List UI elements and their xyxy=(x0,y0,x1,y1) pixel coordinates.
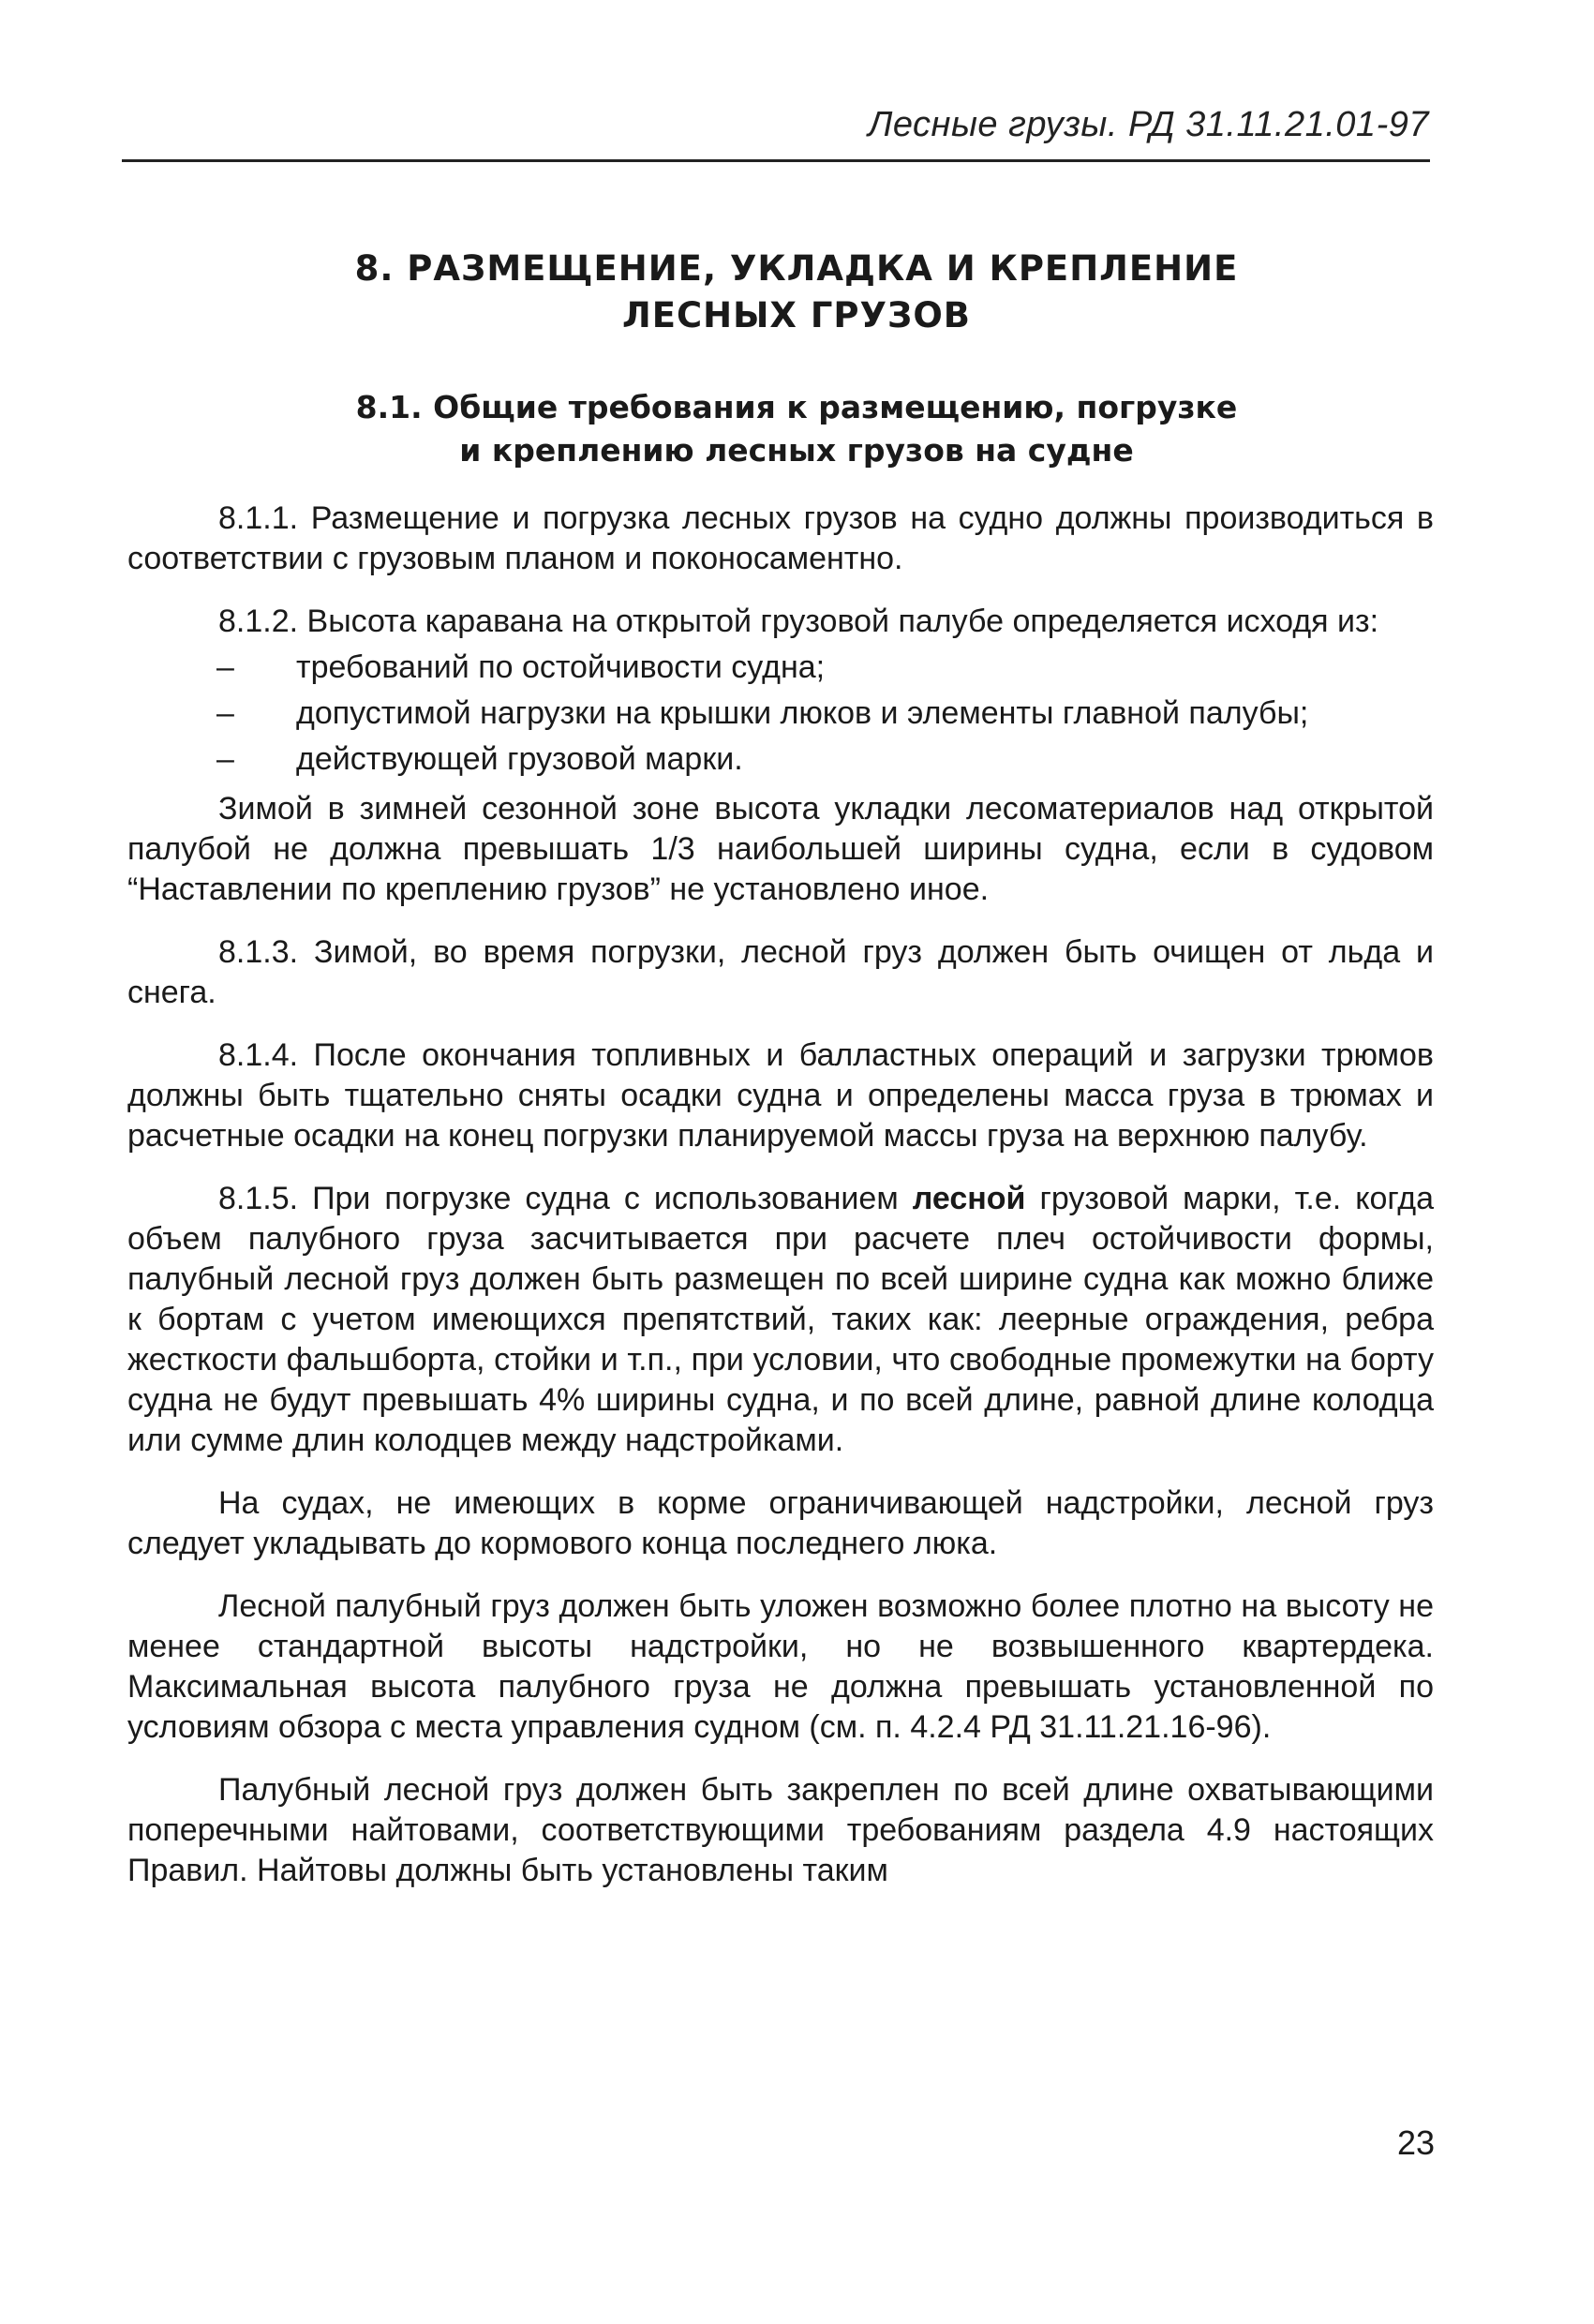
paragraph-8-1-5 xyxy=(127,1179,1434,1461)
chapter-title-line-2: ЛЕСНЫХ ГРУЗОВ xyxy=(621,295,972,335)
paragraph-dense-stowage: Лесной палубный груз должен быть уложен возможно более плотно на высоту не менее стандартной высоты надстройки, но не возвышенного квартердека. Максимальная высота палубного груза не должна превышать установленной по условиям обзора с места управления судном (см. п. 4.2.4 РД 31.11.21.16-96). xyxy=(127,1588,1434,1745)
paragraph-8-1-5-lead: 8.1.5. При погрузке судна с использованием xyxy=(218,1181,913,1216)
paragraph-8-1-4: 8.1.4. После окончания топливных и балластных операций и загрузки трюмов должны быть тщательно сняты осадки судна и определены масса груза в трюмах и расчетные осадки на конец погрузки планируемой массы груза на верхнюю палубу. xyxy=(127,1037,1434,1154)
list-item-text: требований по остойчивости судна; xyxy=(296,649,826,685)
paragraph-8-1-1: 8.1.1. Размещение и погрузка лесных грузов на судно должны производиться в соответствии с грузовым планом и поконосаментно. xyxy=(127,500,1434,576)
header-rule xyxy=(122,159,1430,162)
running-header: Лесные грузы. РД 31.11.21.01-97 xyxy=(868,105,1429,144)
paragraph-winter-height: Зимой в зимней сезонной зоне высота укладки лесоматериалов над открытой палубой не должна превышать 1/3 наибольшей ширины судна, если в судовом “Наставлении по креплению грузов” не установлено иное. xyxy=(127,791,1434,907)
list-item xyxy=(127,648,1434,688)
section-title xyxy=(122,386,1471,472)
requirements-list xyxy=(127,648,1434,780)
dash-bullet: – xyxy=(216,695,234,731)
list-item-text: действующей грузовой марки. xyxy=(296,741,743,777)
paragraph-lashing: Палубный лесной груз должен быть закреплен по всей длине охватывающими поперечными найтовами, соответствующими требованиям раздела 4.9 настоящих Правил. Найтовы должны быть установлены таким xyxy=(127,1772,1434,1888)
chapter-title xyxy=(122,246,1471,339)
paragraph-8-1-5-emphasis: лесной xyxy=(912,1181,1026,1216)
page-number: 23 xyxy=(1396,2123,1435,2162)
list-item xyxy=(127,693,1434,734)
list-item-text: допустимой нагрузки на крышки люков и элементы главной палубы; xyxy=(296,695,1309,731)
section-title-line-2: и креплению лесных грузов на судне xyxy=(459,432,1134,469)
list-item xyxy=(127,739,1434,780)
section-title-line-1: 8.1. Общие требования к размещению, погрузке xyxy=(355,389,1238,425)
paragraph-8-1-2: 8.1.2. Высота каравана на открытой грузовой палубе определяется исходя из: xyxy=(218,603,1379,639)
body-text xyxy=(127,499,1434,1914)
paragraph-8-1-3: 8.1.3. Зимой, во время погрузки, лесной груз должен быть очищен от льда и снега. xyxy=(127,934,1434,1010)
chapter-title-line-1: 8. РАЗМЕЩЕНИЕ, УКЛАДКА И КРЕПЛЕНИЕ xyxy=(354,248,1239,289)
dash-bullet: – xyxy=(216,649,234,685)
paragraph-no-superstructure: На судах, не имеющих в корме ограничивающей надстройки, лесной груз следует укладывать до кормового конца последнего люка. xyxy=(127,1485,1434,1561)
paragraph-8-1-5-rest: грузовой марки, т.е. когда объем палубного груза засчитывается при расчете плеч остойчивости формы, палубный лесной груз должен быть размещен по всей ширине судна как можно ближе к бортам с учетом имеющихся препятствий, таких как: леерные ограждения, ребра жесткости фальшборта, стойки и т.п., при условии, что свободные промежутки на борту судна не будут превышать 4% ширины судна, и по всей длине, равной длине колодца или сумме длин колодцев между надстройками. xyxy=(127,1181,1435,1458)
dash-bullet: – xyxy=(216,741,234,777)
